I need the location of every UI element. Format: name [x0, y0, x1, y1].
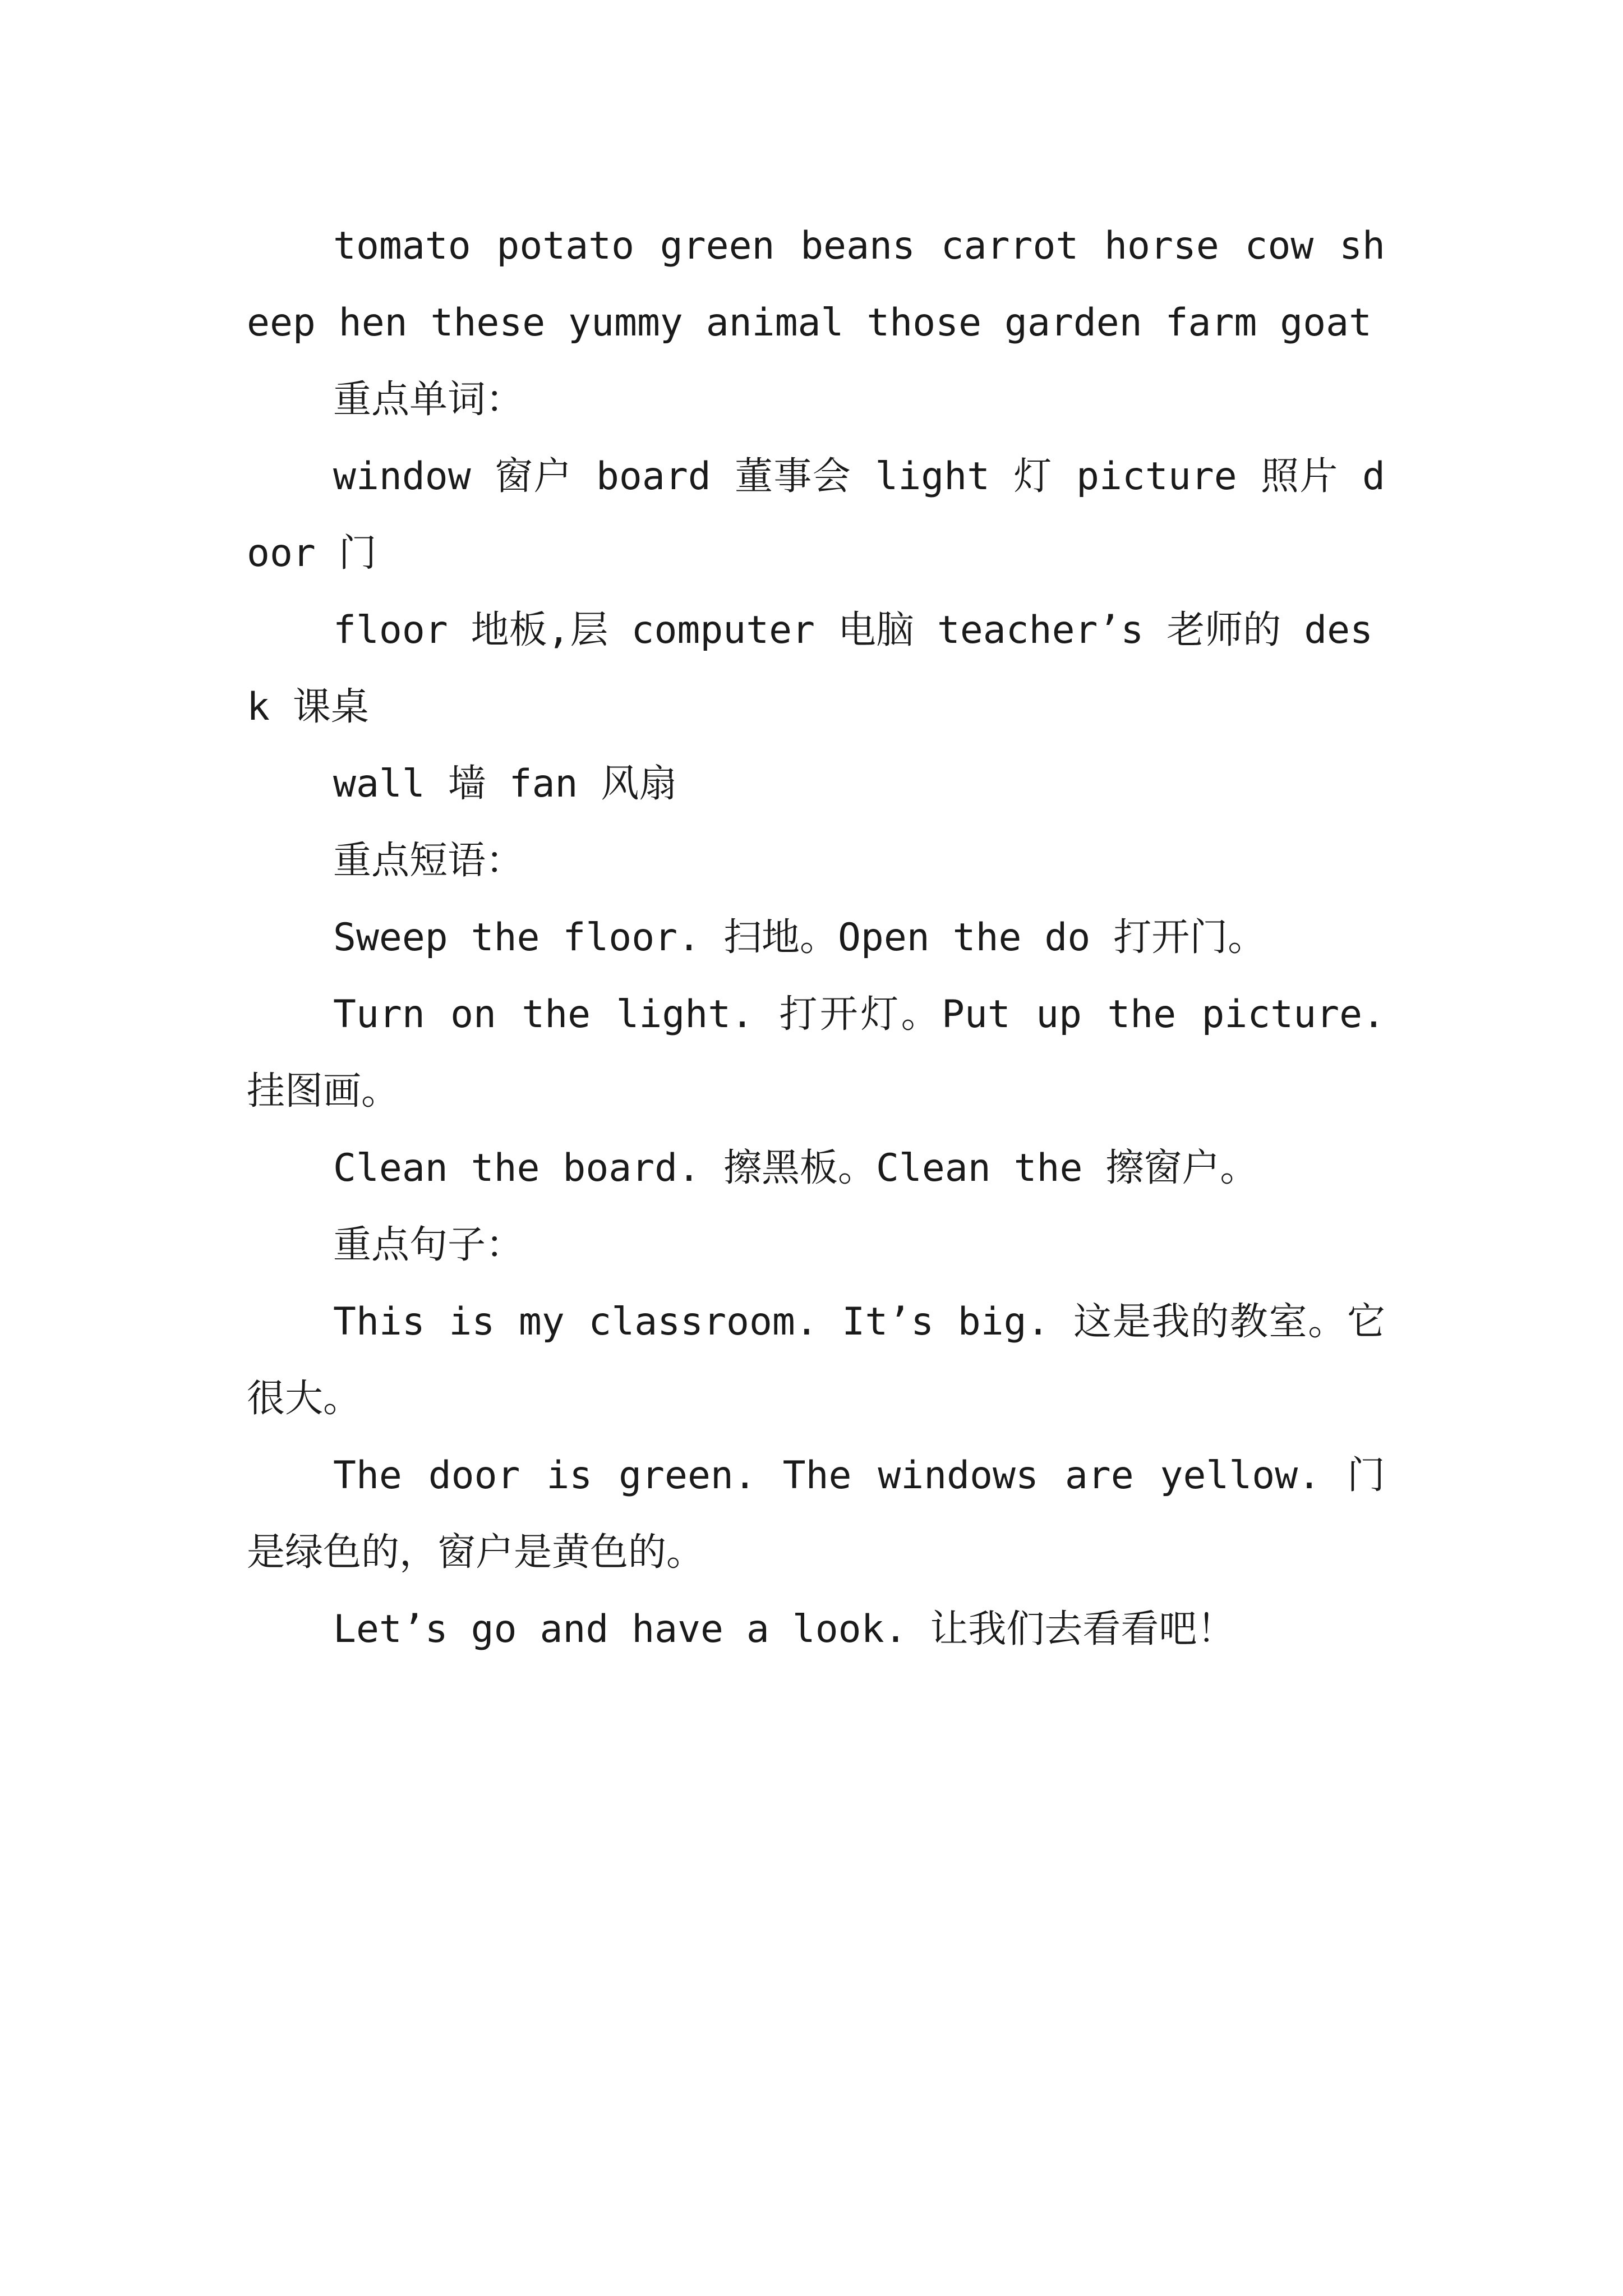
key-phrases-line-2: Turn on the light. 打开灯。Put up the picture. 挂图画。 [247, 992, 1385, 1114]
document-body [247, 208, 1385, 1668]
key-sentences-line-1: This is my classroom. It’s big. 这是我的教室。它很大。 [247, 1300, 1385, 1421]
key-words-heading: 重点单词： [333, 378, 524, 422]
key-phrases-line-3: Clean the board. 擦黑板。Clean the 擦窗户。 [333, 1146, 1258, 1190]
key-words-line-3: wall 墙 fan 风扇 [333, 762, 677, 806]
key-sentences-line-2: The door is green. The windows are yellow. 门是绿色的，窗户是黄色的。 [247, 1453, 1385, 1575]
key-sentences-heading: 重点句子： [333, 1223, 524, 1267]
key-phrases-heading: 重点短语： [333, 839, 524, 883]
vocabulary-paragraph: tomato potato green beans carrot horse cow sheep hen these yummy animal those garden farm goat [247, 224, 1385, 345]
key-words-line-2: floor 地板,层 computer 电脑 teacher’s 老师的 desk 课桌 [247, 608, 1373, 729]
key-phrases-line-1: Sweep the floor. 扫地。Open the do 打开门。 [333, 915, 1266, 960]
key-sentences-line-3: Let’s go and have a look. 让我们去看看吧！ [333, 1607, 1235, 1651]
key-words-line-1: window 窗户 board 董事会 light 灯 picture 照片 door 门 [247, 454, 1385, 576]
